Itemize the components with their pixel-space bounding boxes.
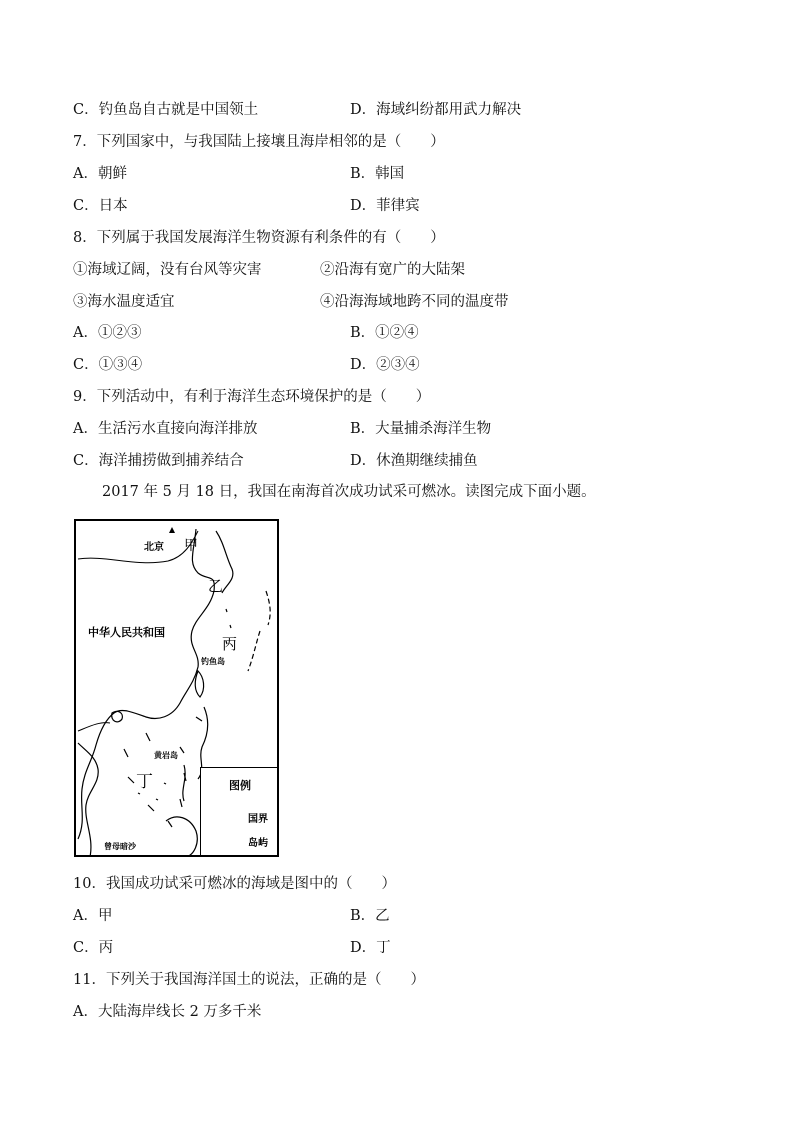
taiwan-island: [195, 671, 203, 697]
q9-option-b: B．大量捕杀海洋生物: [350, 421, 492, 437]
q8-option-a: A．①②③: [73, 325, 142, 341]
legend-title: 图例: [229, 779, 251, 792]
q9-option-c: C．海洋捕捞做到捕养结合: [73, 453, 244, 469]
q8-statement-4: ④沿海海域地跨不同的温度带: [320, 294, 509, 310]
q7-option-a: A．朝鲜: [73, 166, 127, 182]
q11-stem: 11．下列关于我国海洋国土的说法，正确的是（ ）: [73, 972, 425, 988]
q6-option-c: C．钓鱼岛自古就是中国领土: [73, 102, 259, 118]
q8-statement-2: ②沿海有宽广的大陆架: [320, 262, 465, 278]
indochina-coast: [78, 743, 98, 857]
q6-option-d: D．海域纠纷都用武力解决: [350, 102, 522, 118]
q9-option-d: D．休渔期继续捕鱼: [350, 453, 478, 469]
beijing-marker: [169, 527, 175, 533]
legend-label-island: 岛屿: [248, 838, 268, 849]
map-label-beijing: 北京: [144, 542, 164, 553]
q8-statement-3: ③海水温度适宜: [73, 294, 175, 310]
map-label-zengmu: 曾母暗沙: [104, 842, 136, 851]
intro-text: 2017 年 5 月 18 日，我国在南海首次成功试采可燃冰。读图完成下面小题。: [102, 484, 596, 500]
q8-stem: 8．下列属于我国发展海洋生物资源有利条件的有（ ）: [73, 230, 445, 246]
q9-stem: 9．下列活动中，有利于海洋生态环境保护的是（ ）: [73, 389, 431, 405]
q11-option-a: A．大陆海岸线长 2 万多千米: [73, 1004, 262, 1020]
q8-option-b: B．①②④: [350, 325, 419, 341]
borneo-coast: [166, 817, 197, 857]
map-label-jia: 甲: [184, 538, 198, 554]
q8-statement-1: ①海域辽阔，没有台风等灾害: [73, 262, 262, 278]
map-label-yi: 乙: [208, 577, 224, 595]
map-label-prc: 中华人民共和国: [88, 626, 165, 639]
q7-option-c: C．日本: [73, 198, 128, 214]
mainland-coastline: [78, 529, 214, 839]
q10-option-a: A．甲: [73, 908, 113, 924]
map-legend: [200, 767, 279, 857]
border-north: [78, 531, 198, 563]
map-label-ding: 丁: [136, 772, 153, 792]
q8-option-c: C．①③④: [73, 357, 143, 373]
q7-stem: 7．下列国家中，与我国陆上接壤且海岸相邻的是（ ）: [73, 134, 445, 150]
q7-option-b: B．韩国: [350, 166, 405, 182]
map-label-bing: 丙: [222, 635, 238, 653]
q10-stem: 10．我国成功试采可燃冰的海域是图中的（ ）: [73, 876, 396, 892]
japan-islands: [248, 591, 270, 671]
q10-option-d: D．丁: [350, 940, 391, 956]
south-china-sea-map: [74, 519, 279, 857]
q7-option-d: D．菲律宾: [350, 198, 420, 214]
q10-option-b: B．乙: [350, 908, 390, 924]
map-label-diaoyu: 钓鱼岛: [201, 657, 225, 666]
q8-option-d: D．②③④: [350, 357, 420, 373]
q9-option-a: A．生活污水直接向海洋排放: [73, 421, 258, 437]
legend-label-border: 国界: [248, 814, 268, 825]
map-label-huangyan: 黄岩岛: [154, 751, 178, 760]
q10-option-c: C．丙: [73, 940, 114, 956]
